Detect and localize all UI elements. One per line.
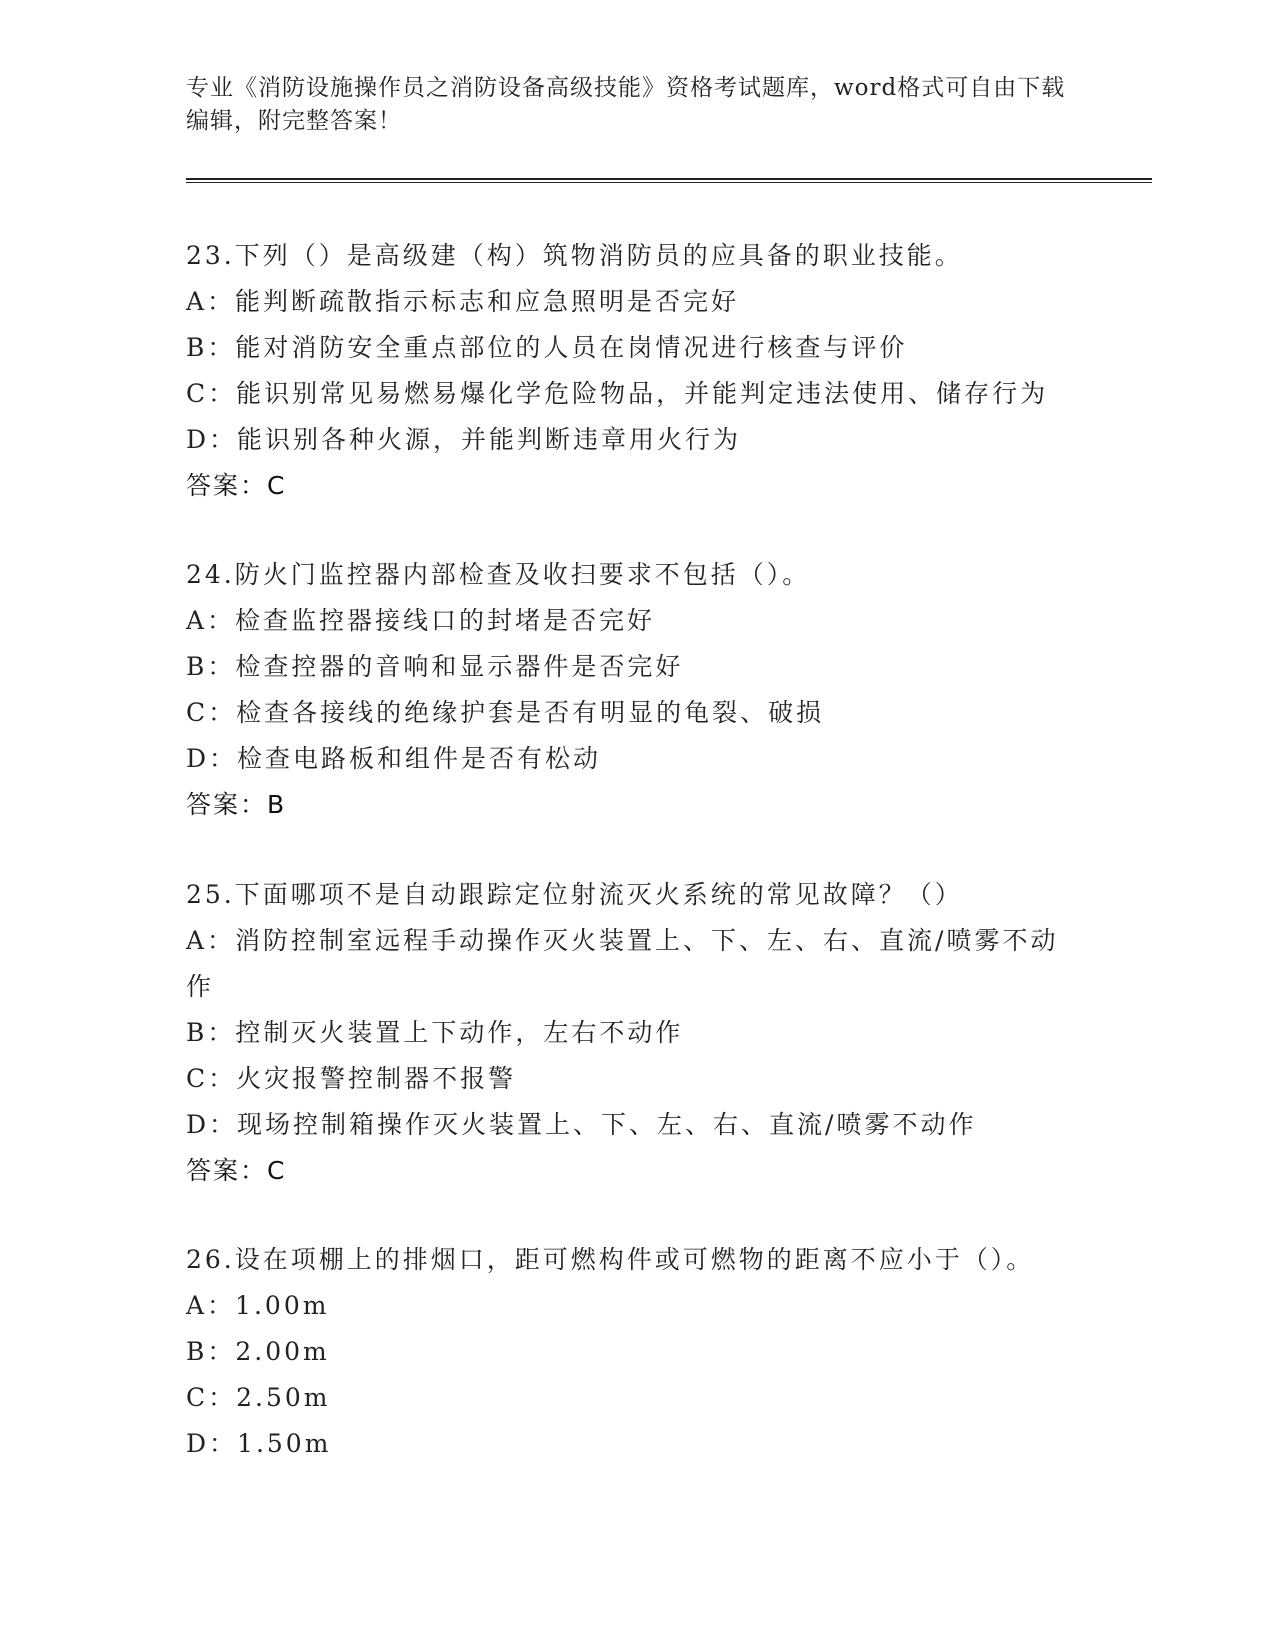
option-d: D：能识别各种火源，并能判断违章用火行为: [186, 425, 742, 454]
question-block: [186, 872, 1086, 1194]
header-divider-thin: [186, 182, 1152, 183]
question-stem: 24.防火门监控器内部检查及收扫要求不包括（）。: [186, 560, 811, 589]
option-a: A：检查监控器接线口的封堵是否完好: [186, 606, 656, 635]
option-b: B：能对消防安全重点部位的人员在岗情况进行核查与评价: [186, 333, 908, 362]
option-b: B：控制灭火装置上下动作，左右不动作: [186, 1018, 684, 1047]
question-block: [186, 552, 1086, 828]
option-a: A：消防控制室远程手动操作灭火装置上、下、左、右、直流/喷雾不动作: [186, 926, 1059, 1001]
question-stem: 25.下面哪项不是自动跟踪定位射流灭火系统的常见故障？（）: [186, 880, 963, 909]
answer-line: 答案：C: [186, 1156, 287, 1185]
option-b: B：2.00m: [186, 1337, 330, 1366]
option-c: C：检查各接线的绝缘护套是否有明显的龟裂、破损: [186, 698, 825, 727]
answer-line: 答案：C: [186, 471, 287, 500]
option-d: D：现场控制箱操作灭火装置上、下、左、右、直流/喷雾不动作: [186, 1110, 977, 1139]
question-block: [186, 1237, 1086, 1467]
document-header: 专业《消防设施操作员之消防设备高级技能》资格考试题库，word格式可自由下载编辑，附完整答案！: [186, 75, 1066, 134]
option-a: A：能判断疏散指示标志和应急照明是否完好: [186, 287, 740, 316]
option-d: D：检查电路板和组件是否有松动: [186, 744, 602, 773]
question-stem: 26.设在项棚上的排烟口，距可燃构件或可燃物的距离不应小于（）。: [186, 1245, 1035, 1274]
question-block: [186, 233, 1086, 509]
option-c: C：火灾报警控制器不报警: [186, 1064, 517, 1093]
header-divider: [186, 178, 1152, 180]
option-b: B：检查控器的音响和显示器件是否完好: [186, 652, 684, 681]
option-a: A：1.00m: [186, 1291, 330, 1320]
question-stem: 23.下列（）是高级建（构）筑物消防员的应具备的职业技能。: [186, 241, 963, 270]
option-c: C：能识别常见易燃易爆化学危险物品，并能判定违法使用、储存行为: [186, 379, 1049, 408]
option-d: D：1.50m: [186, 1429, 332, 1458]
answer-line: 答案：B: [186, 790, 287, 819]
option-c: C：2.50m: [186, 1383, 331, 1412]
